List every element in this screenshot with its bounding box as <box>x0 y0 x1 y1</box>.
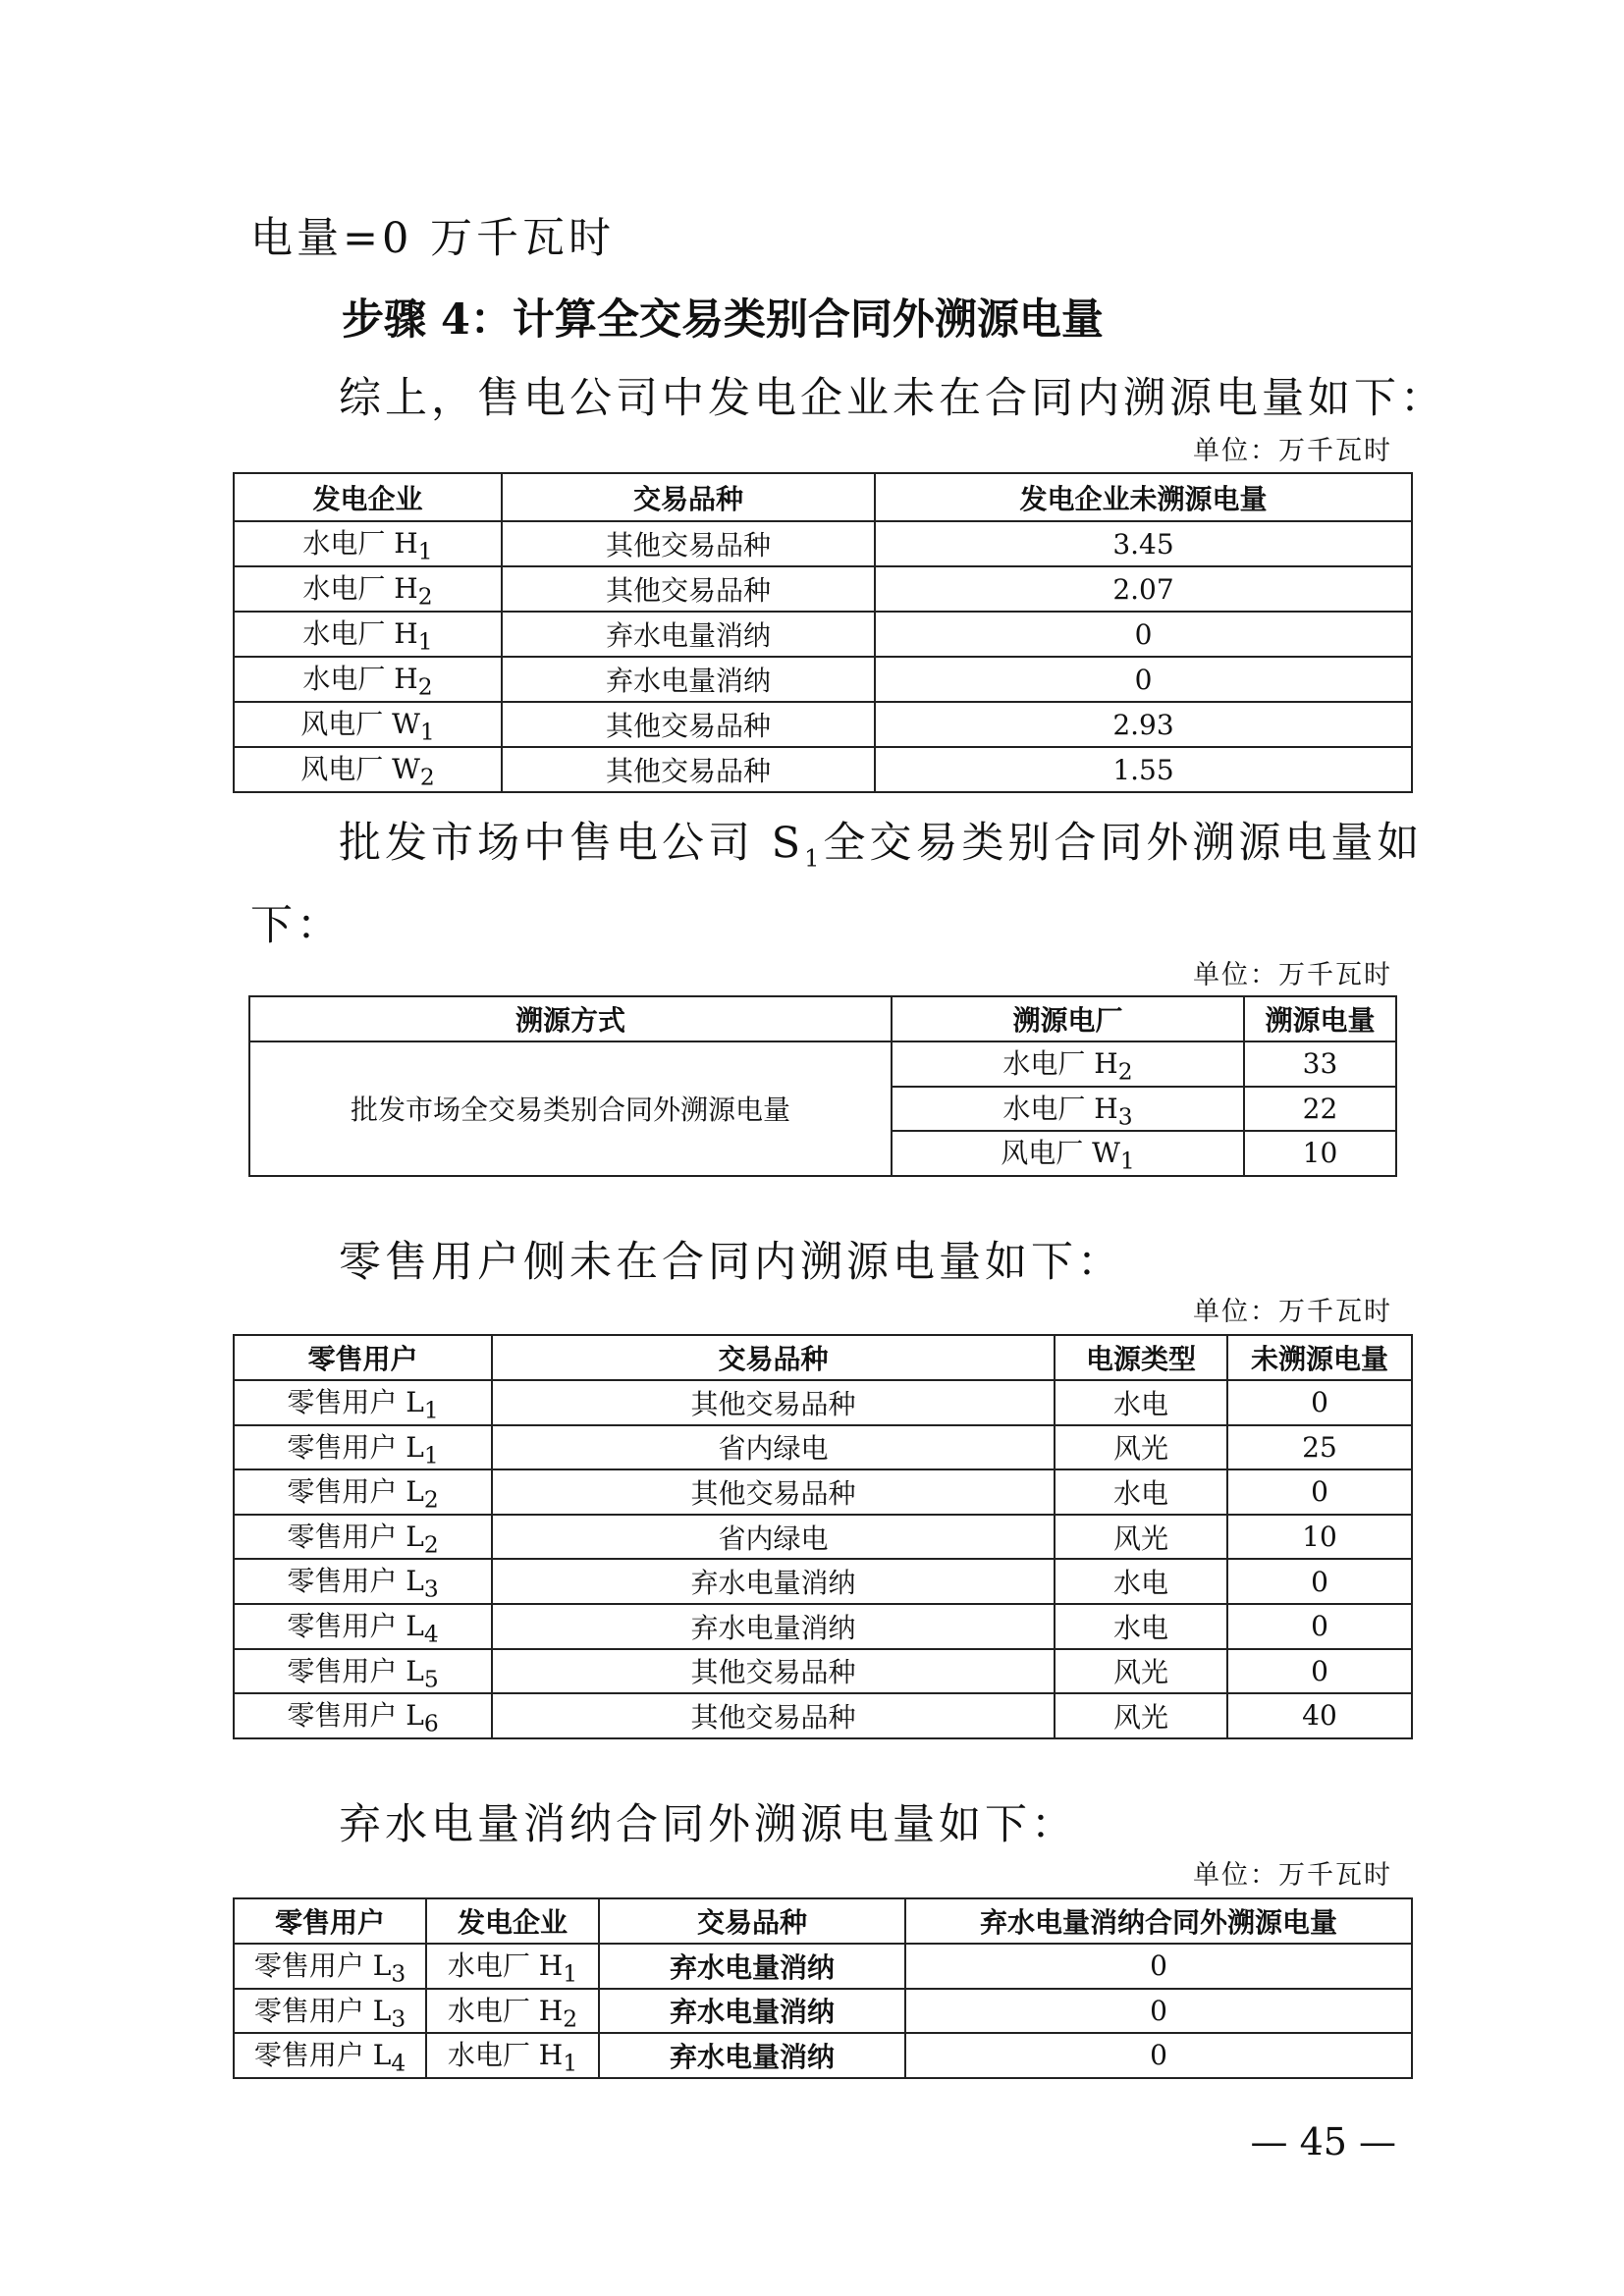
table-row <box>234 1604 1412 1649</box>
plant-cell: 水电厂 $H_2$ <box>234 657 502 702</box>
table-header-row <box>234 1335 1412 1380</box>
type-cell: 其他交易品种 <box>502 747 875 792</box>
table-header-row <box>234 1898 1412 1944</box>
abandon-intro: 弃水电量消纳合同外溯源电量如下： <box>339 1800 1077 1849</box>
source-cell: 水电 <box>1055 1559 1227 1604</box>
wholesale-intro: 批发市场中售电公司 $S_1$全交易类别合同外溯源电量如 <box>339 819 1424 873</box>
table-row <box>234 1380 1412 1425</box>
table-row <box>234 612 1412 657</box>
type-cell: 省内绿电 <box>492 1425 1055 1470</box>
value-cell: 10 <box>1244 1131 1396 1176</box>
summary-intro: 综上，售电公司中发电企业未在合同内溯源电量如下： <box>339 374 1446 423</box>
plant-cell: 水电厂 $H_1$ <box>426 2033 599 2078</box>
value-cell: 0 <box>875 612 1412 657</box>
type-cell: 弃水电量消纳 <box>599 1944 905 1989</box>
user-cell: 零售用户 $L_3$ <box>234 1559 492 1604</box>
value-cell: 40 <box>1227 1693 1412 1738</box>
value-cell: 0 <box>1227 1380 1412 1425</box>
type-cell: 弃水电量消纳 <box>492 1559 1055 1604</box>
value-cell: 0 <box>905 2033 1412 2078</box>
source-cell: 水电 <box>1055 1604 1227 1649</box>
table-row <box>234 657 1412 702</box>
value-cell: 0 <box>875 657 1412 702</box>
header-cell: 溯源电量 <box>1244 996 1396 1041</box>
header-cell: 零售用户 <box>234 1335 492 1380</box>
value-cell: 0 <box>1227 1469 1412 1515</box>
table-row <box>234 1989 1412 2034</box>
plant-cell: 风电厂 $W_2$ <box>234 747 502 792</box>
type-cell: 弃水电量消纳 <box>492 1604 1055 1649</box>
plant-cell: 风电厂 $W_1$ <box>892 1131 1244 1176</box>
body-text-line: 电量=0 万千瓦时 <box>250 214 616 263</box>
value-cell: 3.45 <box>875 521 1412 566</box>
header-cell: 溯源方式 <box>249 996 892 1041</box>
plant-cell: 水电厂 $H_3$ <box>892 1087 1244 1132</box>
user-cell: 零售用户 $L_1$ <box>234 1380 492 1425</box>
type-cell: 其他交易品种 <box>502 566 875 612</box>
table-row <box>234 1649 1412 1694</box>
type-cell: 其他交易品种 <box>492 1469 1055 1515</box>
value-cell: 0 <box>1227 1604 1412 1649</box>
header-cell: 交易品种 <box>502 473 875 521</box>
value-cell: 0 <box>905 1944 1412 1989</box>
table-row <box>234 1425 1412 1470</box>
abandon-trace-table <box>233 1897 1413 2079</box>
header-cell: 电源类型 <box>1055 1335 1227 1380</box>
plant-cell: 水电厂 $H_2$ <box>892 1041 1244 1087</box>
plant-cell: 风电厂 $W_1$ <box>234 702 502 747</box>
type-cell: 弃水电量消纳 <box>502 657 875 702</box>
plant-cell: 水电厂 $H_2$ <box>234 566 502 612</box>
wholesale-trace-table <box>248 995 1397 1177</box>
header-cell: 发电企业 <box>234 473 502 521</box>
page-number: — 45 — <box>1250 2120 1396 2163</box>
source-cell: 水电 <box>1055 1380 1227 1425</box>
source-cell: 风光 <box>1055 1515 1227 1560</box>
table-row <box>234 1515 1412 1560</box>
wholesale-intro-cont: 下： <box>250 901 343 950</box>
table-header-row <box>249 996 1396 1041</box>
unit-label: 单位：万千瓦时 <box>1193 960 1392 990</box>
header-cell: 交易品种 <box>492 1335 1055 1380</box>
value-cell: 25 <box>1227 1425 1412 1470</box>
table-row <box>234 566 1412 612</box>
header-cell: 零售用户 <box>234 1898 426 1944</box>
table-row <box>234 1469 1412 1515</box>
value-cell: 33 <box>1244 1041 1396 1087</box>
user-cell: 零售用户 $L_4$ <box>234 1604 492 1649</box>
type-cell: 其他交易品种 <box>492 1693 1055 1738</box>
header-cell: 未溯源电量 <box>1227 1335 1412 1380</box>
plant-cell: 水电厂 $H_1$ <box>234 521 502 566</box>
type-cell: 弃水电量消纳 <box>599 1989 905 2034</box>
plant-cell: 水电厂 $H_1$ <box>426 1944 599 1989</box>
user-cell: 零售用户 $L_5$ <box>234 1649 492 1694</box>
table-row <box>234 1559 1412 1604</box>
header-cell: 溯源电厂 <box>892 996 1244 1041</box>
user-cell: 零售用户 $L_1$ <box>234 1425 492 1470</box>
source-cell: 水电 <box>1055 1469 1227 1515</box>
generator-untraced-table <box>233 472 1413 793</box>
type-cell: 其他交易品种 <box>502 702 875 747</box>
table-row <box>234 521 1412 566</box>
value-cell: 0 <box>1227 1559 1412 1604</box>
user-cell: 零售用户 $L_2$ <box>234 1515 492 1560</box>
retail-untraced-table <box>233 1334 1413 1739</box>
type-cell: 弃水电量消纳 <box>502 612 875 657</box>
source-cell: 风光 <box>1055 1693 1227 1738</box>
value-cell: 2.07 <box>875 566 1412 612</box>
user-cell: 零售用户 $L_3$ <box>234 1944 426 1989</box>
table-row <box>234 1944 1412 1989</box>
table-row <box>234 2033 1412 2078</box>
table-header-row <box>234 473 1412 521</box>
user-cell: 零售用户 $L_6$ <box>234 1693 492 1738</box>
source-cell: 风光 <box>1055 1649 1227 1694</box>
type-cell: 弃水电量消纳 <box>599 2033 905 2078</box>
header-cell: 发电企业 <box>426 1898 599 1944</box>
unit-label: 单位：万千瓦时 <box>1193 1297 1392 1327</box>
value-cell: 10 <box>1227 1515 1412 1560</box>
plant-cell: 水电厂 $H_1$ <box>234 612 502 657</box>
type-cell: 省内绿电 <box>492 1515 1055 1560</box>
value-cell: 1.55 <box>875 747 1412 792</box>
value-cell: 22 <box>1244 1087 1396 1132</box>
step-heading: 步骤 4：计算全交易类别合同外溯源电量 <box>342 295 1104 345</box>
unit-label: 单位：万千瓦时 <box>1193 436 1392 466</box>
plant-cell: 水电厂 $H_2$ <box>426 1989 599 2034</box>
user-cell: 零售用户 $L_3$ <box>234 1989 426 2034</box>
table-row <box>234 1693 1412 1738</box>
value-cell: 0 <box>1227 1649 1412 1694</box>
type-cell: 其他交易品种 <box>492 1380 1055 1425</box>
method-cell: 批发市场全交易类别合同外溯源电量 <box>249 1041 892 1176</box>
unit-label: 单位：万千瓦时 <box>1193 1860 1392 1891</box>
type-cell: 其他交易品种 <box>492 1649 1055 1694</box>
value-cell: 2.93 <box>875 702 1412 747</box>
source-cell: 风光 <box>1055 1425 1227 1470</box>
header-cell: 发电企业未溯源电量 <box>875 473 1412 521</box>
type-cell: 其他交易品种 <box>502 521 875 566</box>
table-row <box>234 702 1412 747</box>
header-cell: 交易品种 <box>599 1898 905 1944</box>
retail-intro: 零售用户侧未在合同内溯源电量如下： <box>339 1238 1123 1287</box>
user-cell: 零售用户 $L_2$ <box>234 1469 492 1515</box>
header-cell: 弃水电量消纳合同外溯源电量 <box>905 1898 1412 1944</box>
table-row <box>234 747 1412 792</box>
user-cell: 零售用户 $L_4$ <box>234 2033 426 2078</box>
table-row <box>249 1041 1396 1087</box>
value-cell: 0 <box>905 1989 1412 2034</box>
